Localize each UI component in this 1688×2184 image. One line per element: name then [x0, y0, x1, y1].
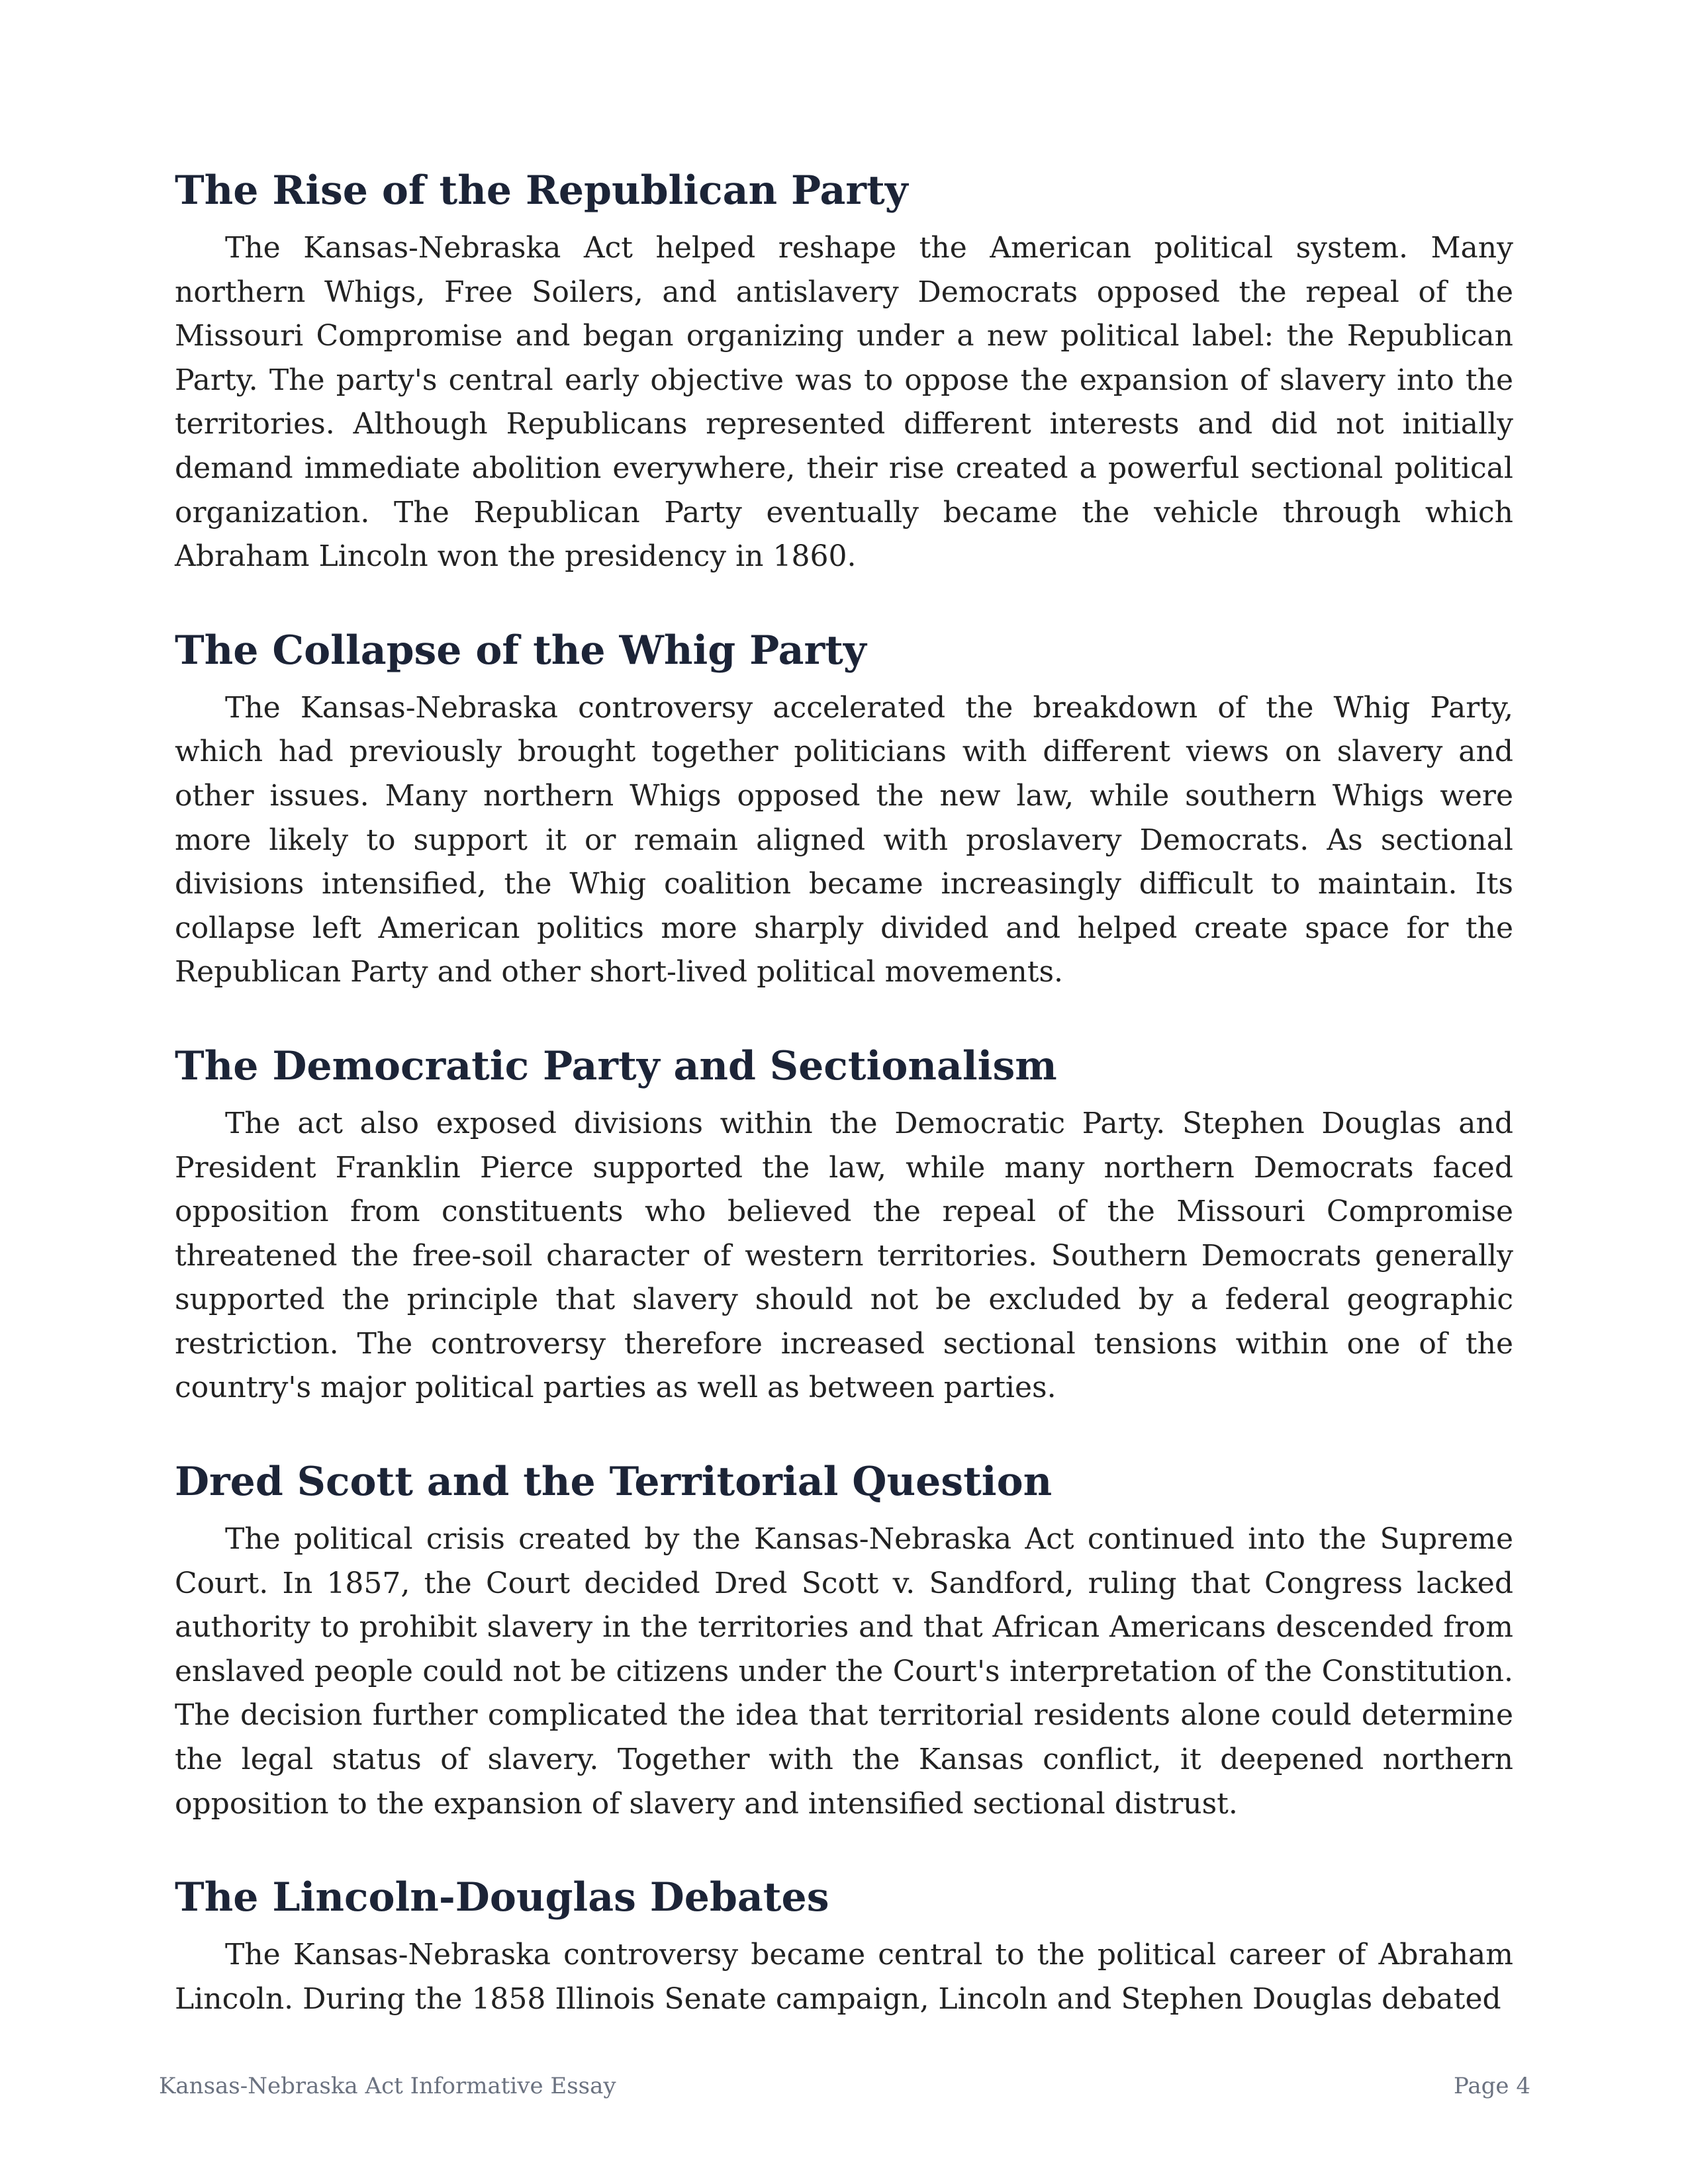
- footer-document-title: Kansas-Nebraska Act Informative Essay: [159, 2073, 616, 2099]
- footer-page-number: Page 4: [1454, 2073, 1530, 2099]
- section-heading-whig-party: The Collapse of the Whig Party: [175, 627, 867, 674]
- section-heading-lincoln-douglas: The Lincoln-Douglas Debates: [175, 1874, 829, 1921]
- section-heading-republican-party: The Rise of the Republican Party: [175, 167, 908, 214]
- section-heading-democratic-party: The Democratic Party and Sectionalism: [175, 1042, 1057, 1089]
- section-heading-dred-scott: Dred Scott and the Territorial Question: [175, 1459, 1053, 1506]
- section-body-republican-party: The Kansas-Nebraska Act helped reshape the American political system. Many northern Whigs, Free Soilers, and antislavery Democrats opposed the repeal of the Missouri Compromise and began organizing under a new political label: the Republican Party. The party's central early objective was to oppose the expansion of slavery into the territories. Although Republicans represented different interests and did not initially demand immediate abolition everywhere, their rise created a powerful sectional political organization. The Republican Party eventually became the vehicle through which Abraham Lincoln won the presidency in 1860.: [175, 231, 1513, 574]
- section-body-dred-scott: The political crisis created by the Kansas-Nebraska Act continued into the Supreme Court. In 1857, the Court decided Dred Scott v. Sandford, ruling that Congress lacked authority to prohibit slavery in the territories and that African Americans descended from enslaved people could not be citizens under the Court's interpretation of the Constitution. The decision further complicated the idea that territorial residents alone could determine the legal status of slavery. Together with the Kansas conflict, it deepened northern opposition to the expansion of slavery and intensified sectional distrust.: [175, 1522, 1513, 1821]
- section-body-lincoln-douglas: The Kansas-Nebraska controversy became central to the political career of Abraham Lincoln. During the 1858 Illinois Senate campaign, Lincoln and Stephen Douglas debated: [175, 1938, 1513, 2016]
- section-body-democratic-party: The act also exposed divisions within the Democratic Party. Stephen Douglas and President Franklin Pierce supported the law, while many northern Democrats faced opposition from constituents who believed the repeal of the Missouri Compromise threatened the free-soil character of western territories. Southern Democrats generally supported the principle that slavery should not be excluded by a federal geographic restriction. The controversy therefore increased sectional tensions within one of the country's major political parties as well as between parties.: [175, 1106, 1513, 1405]
- page-content: [175, 165, 1513, 2068]
- section-body-whig-party: The Kansas-Nebraska controversy accelerated the breakdown of the Whig Party, which had previously brought together politicians with different views on slavery and other issues. Many northern Whigs opposed the new law, while southern Whigs were more likely to support it or remain aligned with proslavery Democrats. As sectional divisions intensified, the Whig coalition became increasingly difficult to maintain. Its collapse left American politics more sharply divided and helped create space for the Republican Party and other short-lived political movements.: [175, 690, 1513, 989]
